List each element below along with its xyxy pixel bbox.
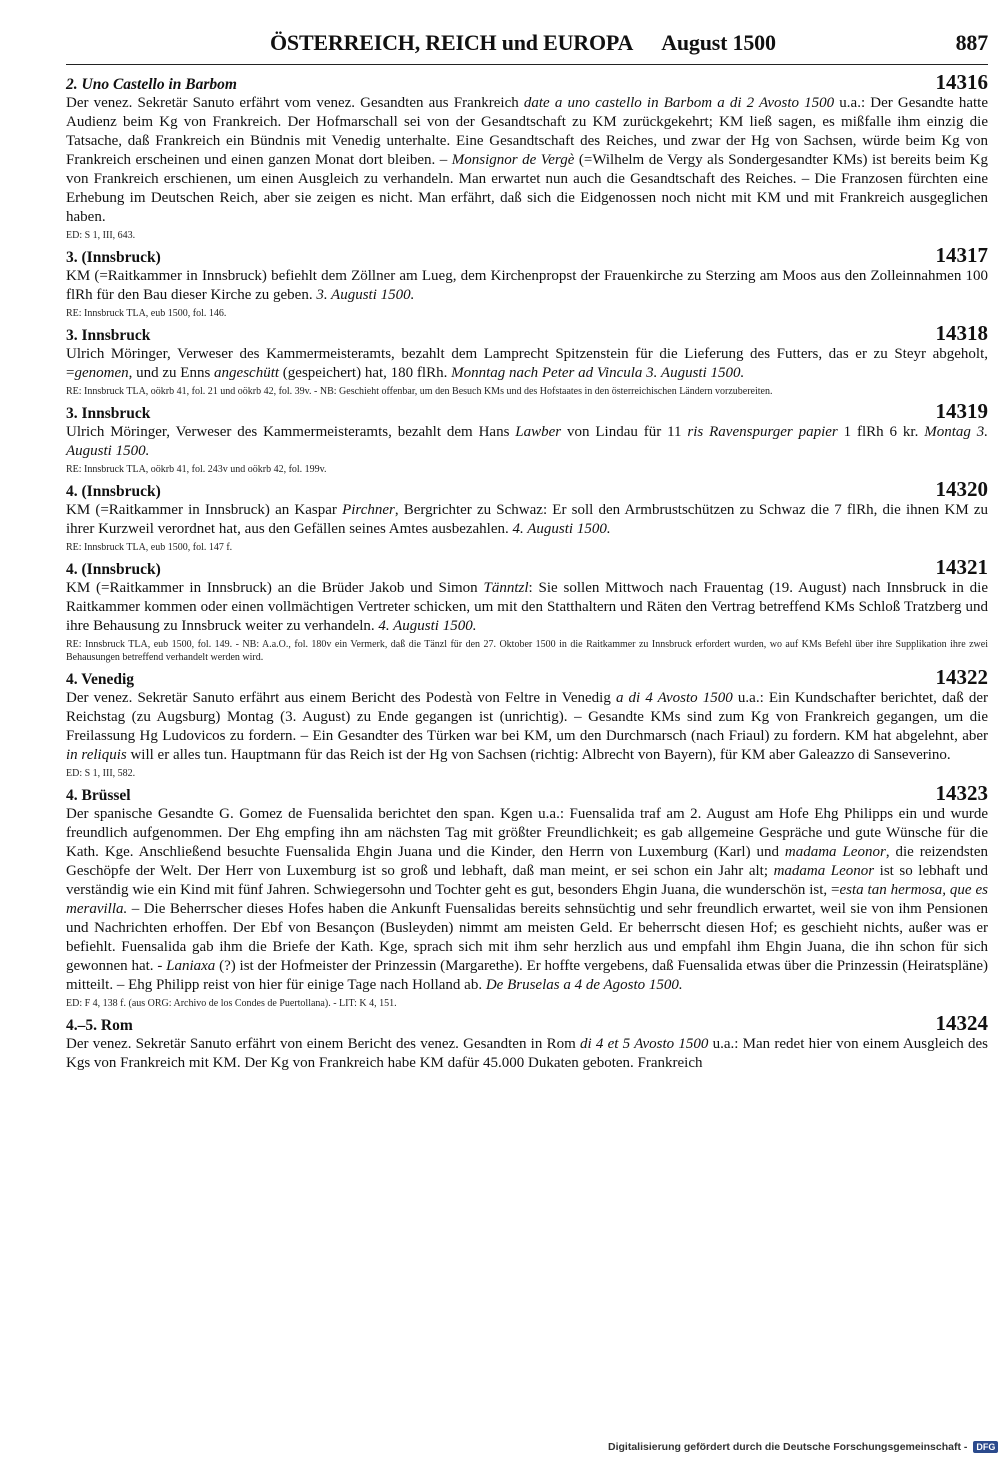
entry-text: Der venez. Sekretär Sanuto erfährt aus einem Bericht des Podestà von Feltre in Venedig a di 4 Avosto 1500 u.a.: Ein Kundschafter berichtet, daß der Reichstag (zu Augsburg) Montag (3. August) zu Ende gegangen ist (unrichtig). – Gesandte KMs sind zum Kg von Frankreich gegangen, um die Freilassung Hg Ludovicos zu fordern. – Ein Gesandter des Türken war bei KM, um den Durchmarsch (nach Friaul) zu fordern. KM hat abgelehnt, aber in reliquis will er alles tun. Hauptmann für das Reich ist der Hg von Sachsen (richtig: Albrecht von Bayern), für KM aber Galeazzo di Sanseverino. [66, 690, 988, 763]
entry-number: 14318 [935, 321, 988, 345]
entry-reference: RE: Innsbruck TLA, eub 1500, fol. 147 f. [66, 542, 233, 553]
entry-location: 4.–5. Rom [66, 1017, 133, 1034]
entry-14324 [66, 1011, 988, 1073]
entry-reference: RE: Innsbruck TLA, eub 1500, fol. 146. [66, 308, 227, 319]
entry-14323 [66, 781, 989, 1010]
entry-number: 14319 [935, 399, 988, 423]
entry-14319 [66, 399, 989, 476]
header-month: August 1500 [661, 30, 776, 55]
entry-text: KM (=Raitkammer in Innsbruck) an die Brüder Jakob und Simon Tänntzl: Sie sollen Mittwoch nach Frauentag (19. August) nach Innsbruck in die Raitkammer kommen oder einen vollmächtigen Vertreter schicken, um mit den Statthaltern und Räten den Vertrag betreffend KMs Schloß Tratzberg und ihre Behausung zu Innsbruck weiter zu verhandeln. 4. Augusti 1500. [66, 580, 988, 634]
entry-location: 3. (Innsbruck) [66, 249, 161, 266]
entry-text: Der venez. Sekretär Sanuto erfährt vom venez. Gesandten aus Frankreich date a uno castello in Barbom a di 2 Avosto 1500 u.a.: Der Gesandte hatte Audienz beim Kg von Frankreich. Der Hofmarschall sei von der Gesandtschaft zu KM zurückgekehrt; KM ließ sagen, es mißfalle ihm einzig die Tatsache, daß Frankreich ein Bündnis mit Venedig unterhalte. Eine Gesandtschaft des Reiches, und zwar der Hg von Sachsen, würde beim Kg von Frankreich erscheinen und einen ganzen Monat dort bleiben. – Monsignor de Vergè (=Wilhelm de Vergy als Sondergesandter KMs) ist bereits beim Kg von Frankreich erschienen, um einen Ausgleich zu verhandeln. Man erwartet nun auch die Gesandtschaft des Reiches. – Die Franzosen fürchten eine Erhebung im Deutschen Reich, aber sie zeigen es nicht. Man erfährt, daß sich die Eidgenossen noch nicht mit KM und mit Frankreich ausgeglichen haben. [66, 95, 989, 225]
entry-text: Der spanische Gesandte G. Gomez de Fuensalida berichtet den span. Kgen u.a.: Fuensalida traf am 2. August am Hofe Ehg Philipps ein und wurde freundlich aufgenommen. Der Ehg empfing ihn am nächsten Tag mit größter Freundlichkeit; es gab allgemeine Gespräche und gute Wünsche für die Kath. Kge. Anschließend besuchte Fuensalida Ehgin Juana und die Kinder, den Herrn von Luxemburg (Karl) und madama Leonor, die reizendsten Geschöpfe der Welt. Der Herr von Luxemburg ist so groß und lebhaft, daß man meint, er sei schon ein Jahr alt; madama Leonor ist so lebhaft und verständig wie ein Kind mit fünf Jahren. Schwiegersohn und Tochter geht es gut, besonders Ehgin Juana, die wunderschön ist, =esta tan hermosa, que es meravilla. – Die Beherrscher dieses Hofes haben die Ankunft Fuensalidas bereits sehnsüchtig und sehr freundlich erwartet, weil sie von ihm Pensionen und Nachrichten erhoffen. Der Ebf von Besançon (Busleyden) nimmt am meisten Geld. Er beherrscht diesen Hof; es geschieht nichts, außer was er befiehlt. Fuensalida gab ihm die Briefe der Kath. Kge, sprach sich mit ihm sehr herzlich aus und empfahl ihm Ehgin Juana, die ihn schon für sich gewonnen hat. - Laniaxa (?) ist der Hofmeister der Prinzessin (Margarethe). Er hoffte vergebens, daß Fuensalida etwas über die Prinzessin (Heiratspläne) mitteilt. – Ehg Philipp reist von hier für einige Tage nach Holland ab. De Bruselas a 4 de Agosto 1500. [66, 806, 989, 993]
entry-location: 2. Uno Castello in Barbom [66, 76, 237, 93]
entry-reference: ED: S 1, III, 582. [66, 768, 136, 779]
entry-location: 4. (Innsbruck) [66, 483, 161, 500]
entry-text: Der venez. Sekretär Sanuto erfährt von einem Bericht des venez. Gesandten in Rom di 4 et 5 Avosto 1500 u.a.: Man redet hier von einem Ausgleich des Kgs von Frankreich mit KM. Der Kg von Frankreich habe KM dafür 45.000 Dukaten geboten. Frankreich [66, 1036, 988, 1071]
entry-text: KM (=Raitkammer in Innsbruck) befiehlt dem Zöllner am Lueg, dem Kirchenpropst der Frauenkirche zu Sterzing am Moos aus den Zolleinnahmen 100 flRh für den Bau dieser Kirche zu geben. 3. Augusti 1500. [66, 268, 988, 303]
entries [66, 70, 989, 1073]
entry-number: 14324 [935, 1011, 988, 1035]
entry-text: KM (=Raitkammer in Innsbruck) an Kaspar Pirchner, Bergrichter zu Schwaz: Er soll den Armbrustschützen zu Schwaz die 7 flRh, die ihnen KM zu ihrer Kurzweil verordnet hat, aus den Gefällen seines Amtes ausbezahlen. 4. Augusti 1500. [66, 502, 988, 537]
entry-number: 14320 [935, 477, 988, 501]
running-header [66, 30, 988, 65]
entry-reference: ED: S 1, III, 643. [66, 230, 136, 241]
entry-reference: RE: Innsbruck TLA, eub 1500, fol. 149. - NB: A.a.O., fol. 180v ein Vermerk, daß die Tänzl für den 27. Oktober 1500 in die Raitkammer zu Innsbruck erfordert wurden, wo auf KMs Befehl über ihre Supplikation ihre zwei Behausungen betreffend verhandelt werden wird. [66, 639, 988, 663]
header-title: ÖSTERREICH, REICH und EUROPA [270, 30, 634, 55]
digitization-credit [608, 1441, 998, 1453]
entry-location: 4. Brüssel [66, 787, 131, 804]
entry-text: Ulrich Möringer, Verweser des Kammermeisteramts, bezahlt dem Lamprecht Spitzenstein für die Lieferung des Futters, das er zu Steyr abgeholt, =genomen, und zu Enns angeschütt (gespeichert) hat, 180 flRh. Monntag nach Peter ad Vincula 3. Augusti 1500. [66, 346, 988, 381]
entry-text: Ulrich Möringer, Verweser des Kammermeisteramts, bezahlt dem Hans Lawber von Lindau für 11 ris Ravenspurger papier 1 flRh 6 kr. Montag 3. Augusti 1500. [66, 424, 989, 459]
entry-reference: RE: Innsbruck TLA, oökrb 41, fol. 243v und oökrb 42, fol. 199v. [66, 464, 327, 475]
entry-14320 [66, 477, 988, 554]
page [66, 30, 988, 1077]
entry-14318 [66, 321, 988, 398]
page-number: 887 [955, 30, 988, 55]
entry-number: 14316 [935, 70, 988, 94]
entry-14317 [66, 243, 988, 320]
entry-location: 4. Venedig [66, 671, 135, 688]
credit-text: Digitalisierung gefördert durch die Deutsche Forschungsgemeinschaft - [608, 1441, 968, 1453]
dfg-logo: DFG [973, 1441, 998, 1453]
entry-number: 14317 [935, 243, 988, 267]
entry-number: 14321 [935, 555, 988, 579]
entry-location: 4. (Innsbruck) [66, 561, 161, 578]
entry-reference: RE: Innsbruck TLA, oökrb 41, fol. 21 und oökrb 42, fol. 39v. - NB: Geschieht offenbar, um den Besuch KMs und des Hofstaates in den österreichischen Ländern vorzubereiten. [66, 386, 773, 397]
entry-14322 [66, 665, 988, 780]
entry-location: 3. Innsbruck [66, 327, 151, 344]
entry-14316 [66, 70, 989, 242]
entry-number: 14323 [935, 781, 988, 805]
entry-14321 [66, 555, 988, 664]
entry-reference: ED: F 4, 138 f. (aus ORG: Archivo de los Condes de Puertollana). - LIT: K 4, 151. [66, 998, 397, 1009]
entry-number: 14322 [935, 665, 988, 689]
entry-location: 3. Innsbruck [66, 405, 151, 422]
